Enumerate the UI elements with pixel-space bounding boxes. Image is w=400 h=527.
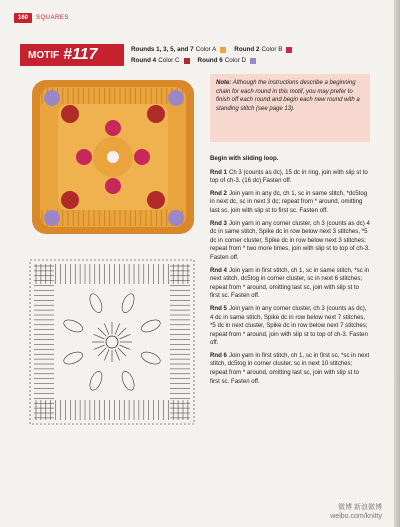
round-label: Rnd 4 xyxy=(210,266,227,274)
chart-cluster-symbol xyxy=(120,370,137,392)
chart-stitch-symbol xyxy=(94,334,105,339)
legend-color-name: Color D xyxy=(224,57,247,64)
chart-cluster-symbol xyxy=(87,292,104,314)
color-swatch xyxy=(250,58,256,64)
round-instruction xyxy=(210,190,370,216)
pink-cluster xyxy=(76,149,92,165)
chart-stitch-symbol xyxy=(104,324,109,335)
round-instruction xyxy=(210,267,370,301)
pink-cluster xyxy=(134,149,150,165)
legend-rounds: Round 4 xyxy=(131,57,157,64)
legend-item xyxy=(131,44,226,55)
round-label: Rnd 1 xyxy=(210,168,227,176)
intro-text: Begin with sliding loop. xyxy=(210,155,279,162)
legend-row xyxy=(131,55,371,66)
legend-item xyxy=(131,55,190,66)
note-box xyxy=(210,74,370,142)
round-label: Rnd 5 xyxy=(210,304,227,312)
chart-stitches xyxy=(34,264,190,420)
color-swatch xyxy=(184,58,190,64)
round-text: Join yarn in first stitch, ch 1, sc in first sc, *sc in next stitch, dc5tog in corner cluster, sc in next 10 stitches; repeat from * around, omitting last sc, join with slip st to first sc. Fasten off. xyxy=(210,351,370,385)
round-text: Join yarn in first stitch, ch 1, sc in same stitch, *sc in next stitch, dc5tog in corner cluster, sc in next 6 stitches; repeat from * around, omitting last sc, join with slip st to first sc. Fasten off. xyxy=(210,266,370,300)
round-text: Ch 3 (counts as dc), 15 dc in ring, join with slip st to top of ch-3. (16 dc) Fasten off. xyxy=(210,168,368,185)
red-cluster xyxy=(61,191,79,209)
legend-color-name: Color B xyxy=(261,46,283,53)
section-label: SQUARES xyxy=(36,15,69,21)
watermark-line: weibo.com/knitty xyxy=(330,513,382,520)
color-swatch xyxy=(286,47,292,53)
chart-stitch-symbol xyxy=(119,345,130,350)
corner-cluster xyxy=(44,90,60,106)
legend-color-name: Color A xyxy=(195,46,217,53)
round-instruction xyxy=(210,305,370,348)
page-edge xyxy=(394,0,400,527)
stitch-chart xyxy=(28,258,196,426)
page-header xyxy=(14,11,69,25)
center-ring-symbol xyxy=(106,336,118,348)
chart-stitch-symbol xyxy=(115,324,120,335)
round-text: Join yarn in any dc, ch 1, sc in same stitch, *dc5tog in next dc, sc in next 3 dc; repeat from * around, omitting last sc, join with slip st to first sc. Fasten off. xyxy=(210,189,368,214)
red-cluster xyxy=(61,105,79,123)
chart-cluster-symbol xyxy=(120,292,137,314)
chart-stitch-symbol xyxy=(118,328,126,336)
corner-cluster xyxy=(44,210,60,226)
motif-photo xyxy=(28,76,198,238)
chart-stitch-symbol xyxy=(118,348,126,356)
chart-cluster-symbol xyxy=(140,350,162,367)
legend-rounds: Round 6 xyxy=(197,57,223,64)
chart-cluster-symbol xyxy=(62,350,84,367)
center-hole xyxy=(107,151,119,163)
red-cluster xyxy=(147,105,165,123)
chart-stitch-symbol xyxy=(98,348,106,356)
legend-item xyxy=(198,55,257,66)
legend-row xyxy=(131,44,371,55)
round-text: Join yarn in any corner cluster, ch 3 (counts as dc) 4 dc in same stitch, Spike dc in row below next 3 stitches, *5 dc in corner cluster, Spike dc in row below next 3 stitches; repeat from * two more times, join with slip st to top of ch-3. Fasten off. xyxy=(210,219,370,261)
round-label: Rnd 2 xyxy=(210,189,227,197)
chart-stitch-symbol xyxy=(94,345,105,350)
round-label: Rnd 3 xyxy=(210,219,227,227)
round-instruction xyxy=(210,220,370,263)
page-number: 160 xyxy=(14,13,32,23)
watermark xyxy=(330,503,382,521)
chart-stitch-symbol xyxy=(104,349,109,360)
chart-stitch-symbol xyxy=(98,328,106,336)
legend-color-name: Color C xyxy=(158,57,180,64)
chart-stitch-symbol xyxy=(119,334,130,339)
motif-label: MOTIF xyxy=(28,49,60,61)
pattern-instructions xyxy=(210,155,370,390)
pink-cluster xyxy=(105,178,121,194)
legend-rounds: Rounds 1, 3, 5, and 7 xyxy=(131,46,194,53)
color-legend xyxy=(131,44,371,66)
corner-cluster xyxy=(168,210,184,226)
red-cluster xyxy=(147,191,165,209)
rounds-list xyxy=(210,169,370,387)
round-label: Rnd 6 xyxy=(210,351,227,359)
corner-cluster xyxy=(168,90,184,106)
round-instruction xyxy=(210,169,370,186)
chart-cluster-symbol xyxy=(87,370,104,392)
note-label: Note: xyxy=(216,80,232,86)
color-swatch xyxy=(220,47,226,53)
pink-cluster xyxy=(105,120,121,136)
chart-outline xyxy=(30,260,194,424)
chart-stitch-symbol xyxy=(115,349,120,360)
motif-number: #117 xyxy=(63,46,98,63)
motif-banner xyxy=(20,44,124,66)
round-text: Join yarn in any corner cluster, ch 3 (counts as dc), 4 dc in same stitch, Spike dc in row below next 7 stitches, *5 dc in next cluster, Spike dc in row below next 7 stitches; repeat from * around, join with slip st to top of ch-3. Fasten off. xyxy=(210,304,368,347)
round-instruction xyxy=(210,352,370,386)
chart-cluster-symbol xyxy=(62,317,84,334)
legend-item xyxy=(234,44,292,55)
legend-rounds: Round 2 xyxy=(234,46,260,53)
watermark-line: 微博 新浪微博 xyxy=(338,504,382,511)
chart-cluster-symbol xyxy=(140,317,162,334)
note-text: Although the instructions describe a beginning chain for each round in this motif, you may prefer to finish off each round and begin each new round with a standing stitch (see page 13). xyxy=(216,80,360,112)
